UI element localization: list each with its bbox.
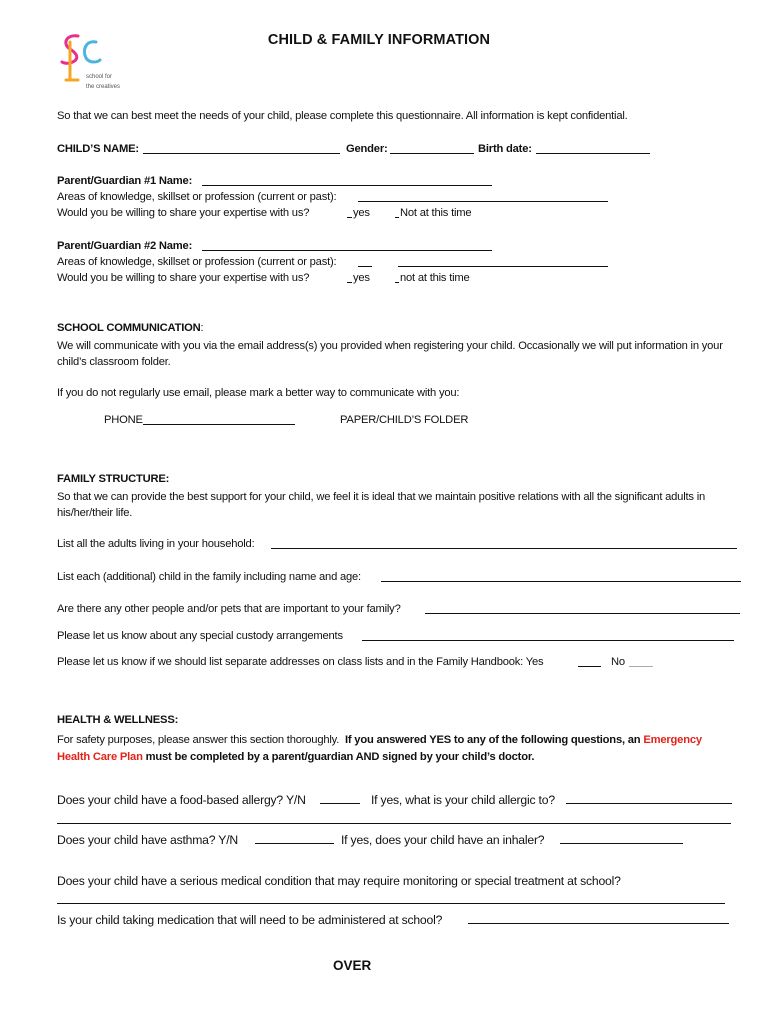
guardian2-name-field[interactable] [202,240,492,251]
allergy-followup-field[interactable] [566,793,732,804]
emergency-text-2: Health Care Plan [57,751,143,763]
addresses-no-field[interactable] [629,656,653,667]
allergy-yn-field[interactable] [320,793,360,804]
guardian1-no-option: Not at this time [400,207,472,219]
asthma-yn-field[interactable] [255,833,334,844]
people-pets-field[interactable] [425,603,740,614]
custody-question: Please let us know about any special custody arrangements [57,630,343,642]
guardian1-name-field[interactable] [202,175,492,186]
family-body: So that we can provide the best support for your child, we feel it is ideal that we maintain positive relations with all the significant adults in his/her/their life. [57,491,706,519]
health-intro-bold: If you answered YES to any of the following questions, an [344,734,641,746]
school-comm-heading-line [57,322,203,334]
guardian1-name-label: Parent/Guardian #1 Name: [57,175,193,187]
childs-name-field[interactable] [143,143,340,154]
guardian2-knowledge-field-a[interactable] [358,256,372,267]
guardian1-yes-blank[interactable] [347,207,352,218]
inhaler-field[interactable] [560,833,683,844]
guardian2-no-blank[interactable] [395,272,399,283]
phone-option: PHONE [104,414,143,426]
gender-label: Gender: [346,143,388,155]
guardian1-knowledge-field[interactable] [358,191,608,202]
health-intro-line1 [57,734,702,746]
logo-caption-1: school for [86,74,113,80]
condition-field[interactable] [57,893,725,904]
gender-field[interactable] [390,143,474,154]
guardian2-name-label: Parent/Guardian #2 Name: [57,240,193,252]
medication-question: Is your child taking medication that will need to be administered at school? [57,913,443,927]
condition-question: Does your child have a serious medical condition that may require monitoring or special treatment at school? [57,874,621,888]
health-intro-line2 [57,751,534,763]
allergy-question: Does your child have a food-based allergy? Y/N [57,793,306,807]
allergy-followup-question: If yes, what is your child allergic to? [371,793,555,807]
guardian2-yes-blank[interactable] [347,272,352,283]
guardian1-no-blank[interactable] [395,207,399,218]
guardian2-yes-option: yes [353,272,370,284]
guardian2-no-option: not at this time [400,272,470,284]
addresses-no-label: No [611,656,625,668]
guardian1-share-label: Would you be willing to share your expertise with us? [57,207,310,219]
health-heading: HEALTH & WELLNESS: [57,714,179,726]
medication-field[interactable] [468,913,729,924]
health-intro-plain: For safety purposes, please answer this section thoroughly. [57,734,340,746]
emergency-text-1: Emergency [643,734,702,746]
people-pets-question: Are there any other people and/or pets that are important to your family? [57,603,401,615]
children-question: List each (additional) child in the family including name and age: [57,571,361,583]
phone-field[interactable] [143,414,295,425]
children-field[interactable] [381,571,741,582]
page-title: CHILD & FAMILY INFORMATION [267,32,491,48]
adults-field[interactable] [271,538,737,549]
allergy-extra-field[interactable] [57,813,731,824]
addresses-question: Please let us know if we should list separate addresses on class lists and in the Family Handbook: Yes [57,656,544,668]
guardian2-knowledge-field-b[interactable] [398,256,608,267]
guardian2-share-label: Would you be willing to share your expertise with us? [57,272,310,284]
school-comm-body: We will communicate with you via the email address(s) you provided when registering your child. Occasionally we will put information in your child’s classroom folder. [57,340,723,368]
guardian2-knowledge-label: Areas of knowledge, skillset or profession (current or past): [57,256,337,268]
birth-date-field[interactable] [536,143,650,154]
guardian1-yes-option: yes [353,207,370,219]
guardian1-knowledge-label: Areas of knowledge, skillset or profession (current or past): [57,191,337,203]
asthma-question: Does your child have asthma? Y/N [57,833,239,847]
adults-question: List all the adults living in your household: [57,538,255,550]
school-comm-prompt: If you do not regularly use email, please mark a better way to communicate with you: [57,387,460,399]
health-intro-bold-2: must be completed by a parent/guardian AND signed by your child’s doctor. [145,751,535,763]
childs-name-label: CHILD’S NAME: [57,143,139,155]
birth-date-label: Birth date: [478,143,532,155]
school-comm-colon: : [200,322,204,334]
inhaler-question: If yes, does your child have an inhaler? [341,833,545,847]
paper-folder-option: PAPER/CHILD’S FOLDER [340,414,469,426]
custody-field[interactable] [362,630,734,641]
family-heading: FAMILY STRUCTURE: [57,473,170,485]
school-comm-heading: SCHOOL COMMUNICATION [57,322,201,334]
over-label: OVER [333,958,372,973]
logo-caption-2: the creatives [86,84,121,90]
intro-text: So that we can best meet the needs of your child, please complete this questionnaire. All information is kept confidential. [57,110,628,122]
addresses-yes-field[interactable] [578,656,601,667]
